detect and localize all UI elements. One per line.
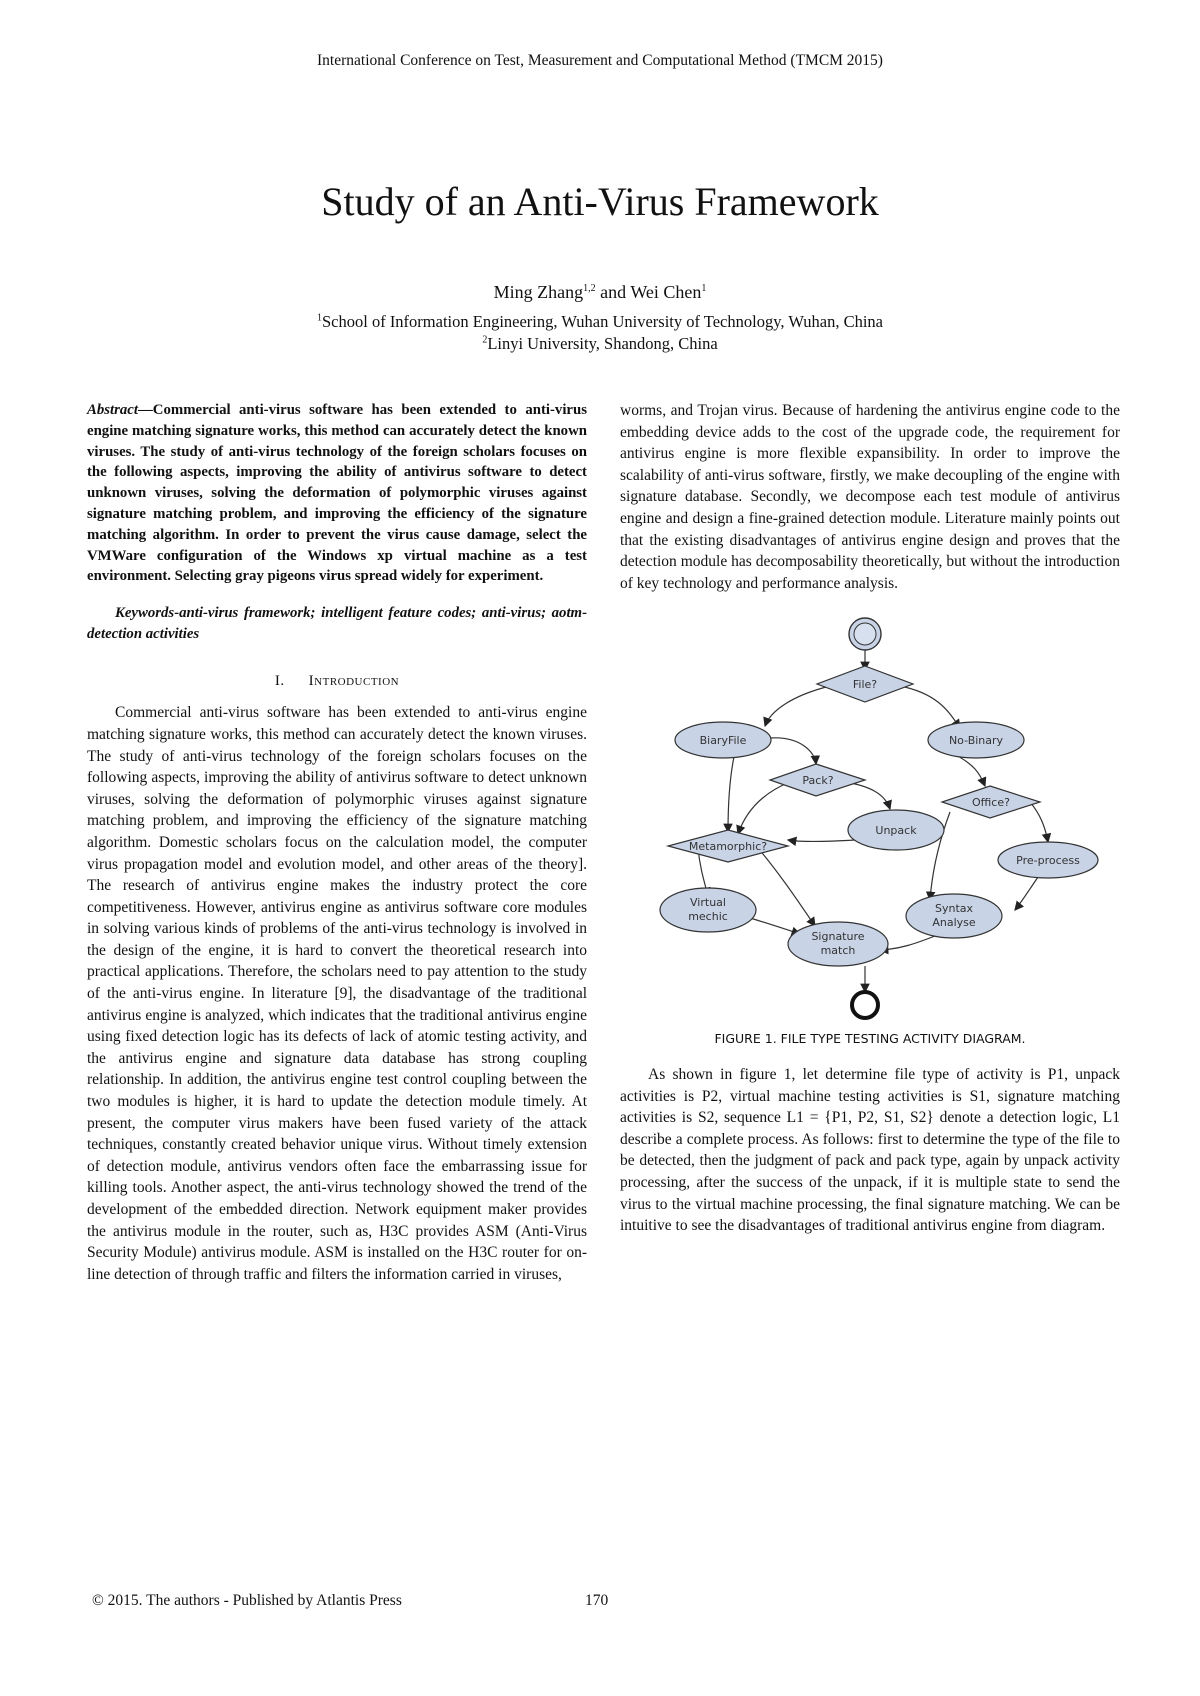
author-2-affiliation-mark: 1 — [701, 283, 707, 294]
edge-virtual-signature — [750, 918, 800, 934]
author-conjunction: and — [595, 282, 631, 302]
edge-binary-pack — [770, 738, 816, 764]
activity-diagram — [620, 604, 1120, 1024]
abstract-label: Abstract — [87, 402, 138, 418]
abstract-dash: — — [137, 402, 153, 418]
edge-file-binary — [765, 686, 830, 726]
right-column — [620, 400, 1120, 1237]
activity-virtual-label-2: mechic — [688, 910, 728, 924]
section-title: Introduction — [308, 672, 400, 689]
continuation-paragraph: worms, and Trojan virus. Because of hardening the antivirus engine code to the embedding device adds to the cost of the upgrade code, the requirement for antivirus engine is more flexible expansibility. In order to improve the scalability of anti-virus software, firstly, we make decoupling of the engine with signature database. Secondly, we decompose each test module of antivirus engine and design a fine-grained detection module. Literature mainly points out that the existing disadvantages of antivirus engine design and proves that the detection module has decomposability theoretically, but without the introduction of key technology and performance analysis. — [620, 402, 1120, 592]
affiliation-2-text: Linyi University, Shandong, China — [487, 334, 718, 353]
activity-virtual-label-1: Virtual — [690, 896, 726, 910]
edge-unpack-metamorphic — [788, 840, 855, 842]
intro-paragraph: Commercial anti-virus software has been extended to anti-virus engine matching signature works, this method can accurately detect the known viruses. The study of anti-virus technology of the foreign scholars focuses on the following aspects, improving the ability of antivirus software to detect unknown viruses, solving the deformation of polymorphic viruses against signature matching problem, and improving the efficiency of the signature matching algorithm. Domestic scholars focus on the calculation model, the computer virus propagation model and evolution model, and other areas of the theory]. The research of antivirus engine makes the industry protect the core competitiveness. However, antivirus engine as antivirus software core modules in solving various kinds of problems of the anti-virus technology is involved in the design of the engine, it is hard to convert the theoretical research into practical applications. Therefore, the scholars need to pay attention to the study of the anti-virus engine. In literature [9], the disadvantage of the traditional antivirus engine is analyzed, which indicates that the traditional antivirus engine using fixed detection logic has its defects of lack of atomic testing activity, and the antivirus engine and signature data database has strong coupling relationship. In addition, the antivirus engine test control coupling between the two modules is higher, it is hard to update the detection module timely. At present, the computer virus makers have been fused variety of the attack techniques, constantly created behavior unique virus. Without timely extension of detection module, antivirus vendors often face the embarrassing issue for killing tools. Another aspect, the anti-virus technology showed the trend of the development of the embedded direction. Network equipment maker provides the antivirus module in the router, such as, H3C provides ASM (Anti-Virus Security Module) antivirus module. ASM is installed on the H3C router for on-line detection of through traffic and filters the information carried in viruses, — [87, 704, 587, 1283]
activity-binary-label: BiaryFile — [699, 734, 747, 748]
decision-metamorphic-label: Metamorphic? — [688, 840, 768, 854]
authors-line — [0, 282, 1200, 303]
activity-diagram-svg — [620, 604, 1120, 1024]
activity-unpack-label: Unpack — [875, 824, 917, 838]
abstract — [87, 400, 587, 587]
decision-file-label: File? — [852, 678, 878, 692]
start-node — [849, 618, 881, 650]
activity-syntax-label-1: Syntax — [934, 902, 974, 916]
edge-office-preprocess — [1030, 802, 1048, 842]
edge-syntax-signature — [880, 934, 940, 950]
affiliation-1-text: School of Information Engineering, Wuhan University of Technology, Wuhan, China — [321, 312, 883, 331]
affiliation-1 — [0, 312, 1200, 332]
abstract-text: Commercial anti-virus software has been extended to anti-virus engine matching signature works, this method can accurately detect the known viruses. The study of anti-virus technology of the foreign scholars focuses on the following aspects, improving the ability of antivirus software to detect unknown viruses, solving the deformation of polymorphic viruses against signature matching problem, and improving the efficiency of the signature matching algorithm. In order to prevent the virus cause damage, select the VMWare configuration of the Windows xp virtual machine as a test environment. Selecting gray pigeons virus spread widely for experiment. — [87, 402, 587, 585]
section-heading-introduction — [87, 671, 587, 693]
edge-metamorphic-signature — [758, 848, 815, 926]
footer-copyright: © 2015. The authors - Published by Atlantis Press — [92, 1592, 402, 1609]
activity-syntax-label-2: Analyse — [932, 916, 976, 930]
activity-preprocess-label: Pre-process — [1016, 854, 1080, 868]
figure-caption: FIGURE 1. FILE TYPE TESTING ACTIVITY DIAGRAM. — [714, 1031, 1026, 1047]
edge-pack-metamorphic — [738, 782, 790, 834]
author-2: Wei Chen — [630, 282, 702, 302]
after-figure-paragraph: As shown in figure 1, let determine file type of activity is P1, unpack activities is P2, virtual machine testing activities is S1, signature matching activities is S2, sequence L1 = {P1, P2, S1, S2} denote a detection logic, L1 describe a complete process. As follows: first to determine the type of the file to be detected, then the judgment of pack and pack type, again by unpack activity processing, after the success of the unpack, if it is multiple state to send the virus to the virtual machine processing, the final signature matching. We can be intuitive to see the disadvantages of traditional antivirus engine from diagram. — [620, 1065, 1120, 1235]
author-1: Ming Zhang — [493, 282, 584, 302]
affiliation-1-mark: 1 — [316, 312, 322, 324]
affiliation-2-mark: 2 — [482, 334, 488, 346]
edge-binary-metamorphic — [728, 752, 735, 832]
footer-page-number: 170 — [585, 1592, 609, 1609]
decision-office-label: Office? — [972, 796, 1010, 810]
edge-pack-unpack — [845, 782, 890, 809]
conference-header: International Conference on Test, Measurement and Computational Method (TMCM 2015) — [317, 52, 883, 69]
affiliation-2 — [0, 334, 1200, 354]
decision-pack-label: Pack? — [802, 774, 834, 788]
keywords: Keywords-anti-virus framework; intelligent feature codes; anti-virus; aotm-detection activities — [87, 605, 587, 642]
edge-preprocess-syntax — [1015, 874, 1040, 910]
left-column — [87, 400, 587, 1285]
edge-file-nobinary — [900, 686, 960, 728]
author-1-affiliation-mark: 1,2 — [583, 283, 596, 294]
section-number: I. — [274, 672, 285, 689]
activity-signature-label-1: Signature — [811, 930, 865, 944]
activity-signature-label-2: match — [820, 944, 856, 958]
paper-title: Study of an Anti-Virus Framework — [321, 179, 879, 224]
end-node — [852, 992, 878, 1018]
activity-nobinary-label: No-Binary — [948, 734, 1004, 748]
